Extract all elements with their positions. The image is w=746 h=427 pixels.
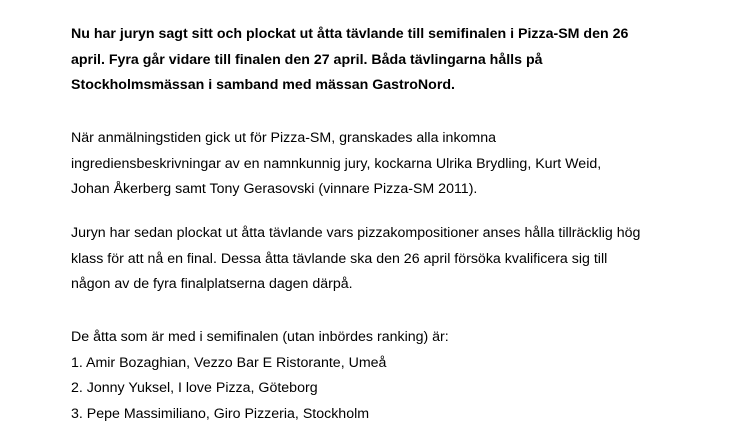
paragraph-line: Juryn har sedan plockat ut åtta tävlande vars pizzakompositioner anses hålla tillräcklig hög: [71, 221, 640, 247]
list-intro: De åtta som är med i semifinalen (utan inbördes ranking) är:: [71, 325, 449, 351]
list-item: 3. Pepe Massimiliano, Giro Pizzeria, Stockholm: [71, 402, 449, 427]
paragraph-line: Johan Åkerberg samt Tony Gerasovski (vinnare Pizza-SM 2011).: [71, 177, 601, 203]
lead-line: Stockholmsmässan i samband med mässan GastroNord.: [71, 73, 628, 99]
paragraph-line: klass för att nå en final. Dessa åtta tävlande ska den 26 april försöka kvalificera sig till: [71, 247, 640, 273]
paragraph-line: någon av de fyra finalplatserna dagen därpå.: [71, 272, 640, 298]
list-item: 1. Amir Bozaghian, Vezzo Bar E Ristorante, Umeå: [71, 351, 449, 377]
semifinalist-list: [71, 325, 449, 427]
list-item: 2. Jonny Yuksel, I love Pizza, Göteborg: [71, 376, 449, 402]
paragraph-line: När anmälningstiden gick ut för Pizza-SM, granskades alla inkomna: [71, 126, 601, 152]
lead-line: Nu har juryn sagt sitt och plockat ut åtta tävlande till semifinalen i Pizza-SM den 26: [71, 22, 628, 48]
paragraph-jury: [71, 126, 601, 203]
paragraph-selection: [71, 221, 640, 298]
lead-line: april. Fyra går vidare till finalen den 27 april. Båda tävlingarna hålls på: [71, 48, 628, 74]
lead-paragraph: [71, 22, 628, 99]
paragraph-line: ingrediensbeskrivningar av en namnkunnig jury, kockarna Ulrika Brydling, Kurt Weid,: [71, 152, 601, 178]
